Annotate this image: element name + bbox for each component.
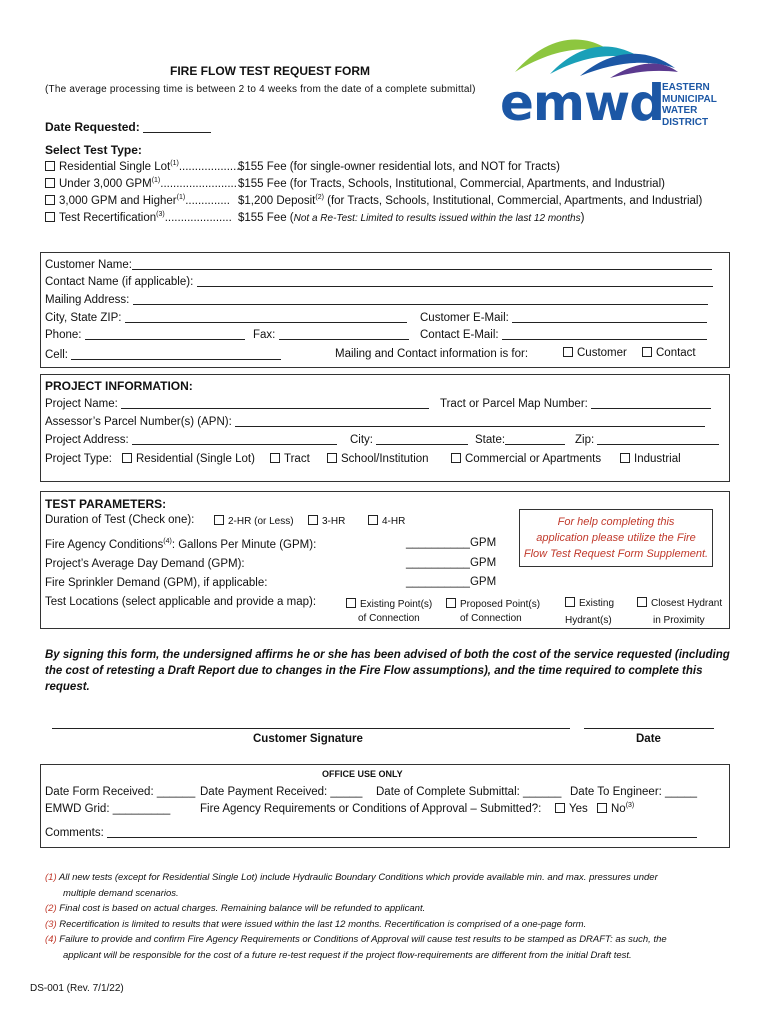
checkbox[interactable] [270,453,280,463]
fee-residential: $155 Fee (for single-owner residential lots, and NOT for Tracts) [238,161,560,173]
emwd-grid: EMWD Grid: _________ [45,803,171,815]
fax-field[interactable]: Fax: [253,328,409,341]
checkbox[interactable] [327,453,337,463]
loc-existing-connection[interactable]: Existing Point(s) of Connection [346,598,432,626]
duration-3hr[interactable]: 3-HR [308,515,345,527]
footnotes [45,870,745,963]
loc-proposed-connection[interactable]: Proposed Point(s) of Connection [446,598,540,626]
checkbox[interactable] [308,515,318,525]
checkbox[interactable] [122,453,132,463]
agency-gpm-field[interactable]: __________GPM [406,537,497,549]
checkbox[interactable] [368,515,378,525]
office-use-heading: OFFICE USE ONLY [322,769,403,779]
checkbox[interactable] [446,598,456,608]
test-type-3000-higher[interactable]: 3,000 GPM and Higher$^{(1)}$.............. [45,195,230,207]
test-type-recertification[interactable]: Test Recertification$^{(3)}$..................... [45,212,232,224]
project-address-field[interactable]: Project Address: [45,433,337,446]
project-heading: PROJECT INFORMATION: [45,379,193,393]
project-name-field[interactable]: Project Name: [45,397,429,410]
checkbox[interactable] [45,195,55,205]
checkbox[interactable] [565,597,575,607]
test-type-residential[interactable]: Residential Single Lot$^{(1)}$................... [45,161,240,173]
sprinkler-gpm-field[interactable]: __________GPM [406,576,497,588]
project-type-commercial[interactable]: Commercial or Apartments [451,453,601,465]
footnote-3: (3) Recertification is limited to results that were issued within the last 12 months. Recertification is comprised of a one-page form. [45,918,587,930]
contact-email-field[interactable]: Contact E-Mail: [420,328,707,341]
checkbox [597,803,607,813]
checkbox[interactable] [45,178,55,188]
checkbox[interactable] [620,453,630,463]
checkbox[interactable] [563,347,573,357]
checkbox[interactable] [637,597,647,607]
checkbox[interactable] [45,161,55,171]
footnote-1: (1) All new tests (except for Residential Single Lot) include Hydraulic Boundary Conditions which provide available min. and max. pressures under [45,872,658,883]
project-type-residential[interactable]: Residential (Single Lot) [122,453,255,465]
checkbox[interactable] [45,212,55,222]
tract-map-field[interactable]: Tract or Parcel Map Number: [440,397,711,410]
mailing-address-field[interactable]: Mailing Address: [45,293,708,306]
date-to-engineer: Date To Engineer: _____ [570,786,698,798]
form-title: FIRE FLOW TEST REQUEST FORM [170,64,370,78]
customer-name-field[interactable]: Customer Name: [45,258,712,271]
sprinkler-demand-label: Fire Sprinkler Demand (GPM), if applicable: [45,577,268,589]
logo-district-name: EASTERN MUNICIPAL WATER DISTRICT [662,82,717,128]
loc-existing-hydrant[interactable]: Existing Hydrant(s) [565,598,615,626]
logo-waves-icon [510,22,680,82]
fee-under-3000: $155 Fee (for Tracts, Schools, Institutional, Commercial, Apartments, and Industrial) [238,178,665,190]
date-form-received: Date Form Received: ______ [45,786,196,798]
agency-req-submitted: Fire Agency Requirements or Conditions of Approval – Submitted?: [200,803,542,815]
project-state-field[interactable]: State: [475,433,565,446]
date-label: Date [636,733,661,745]
agency-req-yes: Yes [555,803,588,815]
duration-2hr[interactable]: 2-HR (or Less) [214,515,294,527]
phone-field[interactable]: Phone: [45,328,245,341]
signature-label: Customer Signature [253,733,363,745]
comments-field: Comments: [45,826,697,839]
checkbox[interactable] [346,598,356,608]
date-complete-submittal: Date of Complete Submittal: ______ [376,786,562,798]
info-for-contact-option[interactable]: Contact [642,347,696,359]
project-city-field[interactable]: City: [350,433,468,446]
project-type-school[interactable]: School/Institution [327,453,429,465]
signature-line[interactable] [52,728,570,729]
emwd-logo [500,22,740,134]
project-type-label: Project Type: [45,453,112,465]
avg-day-demand-label: Project’s Average Day Demand (GPM): [45,558,245,570]
fee-3000-higher: $1,200 Deposit$^{(2)}$ (for Tracts, Schools, Institutional, Commercial, Apartments, and Industrial) [238,194,703,207]
loc-closest-hydrant[interactable]: Closest Hydrant in Proximity [637,595,722,629]
duration-label: Duration of Test (Check one): [45,514,195,526]
apn-field[interactable]: Assessor’s Parcel Number(s) (APN): [45,415,705,428]
test-locations-label: Test Locations (select applicable and provide a map): [45,596,317,608]
logo-wordmark: emwd [500,74,664,132]
checkbox [555,803,565,813]
footnote-2: (2) Final cost is based on actual charges. Remaining balance will be refunded to applicant. [45,903,426,914]
project-zip-field[interactable]: Zip: [575,433,719,446]
footnote-4-cont: applicant will be responsible for the cost of a future re-test request if the project flow-requirements are different from the initial Draft test. [63,949,632,961]
city-state-zip-field[interactable]: City, State ZIP: [45,311,407,324]
footnote-4: (4) Failure to provide and confirm Fire Agency Requirements or Conditions of Approval will cause test results to be stamped as DRAFT: as such, the [45,934,667,945]
test-type-heading: Select Test Type: [45,143,142,157]
form-subtitle: (The average processing time is between 2 to 4 weeks from the date of a complete submittal) [45,84,476,95]
mailing-info-for: Mailing and Contact information is for: [335,348,529,360]
checkbox[interactable] [214,515,224,525]
affirmation-statement: By signing this form, the undersigned affirms he or she has been advised of both the cost of the service requested (including the cost of retesting a Draft Report due to changes in the Fire Flow assumptions), and the time required to complete this request. [45,649,730,693]
test-type-under-3000[interactable]: Under 3,000 GPM$^{(1)}$........................ [45,178,237,190]
info-for-customer-option[interactable]: Customer [563,347,627,359]
fee-recertification: $155 Fee (Not a Re-Test: Limited to results issued within the last 12 months) [238,212,585,224]
date-requested[interactable]: Date Requested: [45,120,211,134]
contact-name-field[interactable]: Contact Name (if applicable): [45,275,713,288]
test-params-heading: TEST PARAMETERS: [45,497,167,511]
cell-field[interactable]: Cell: [45,348,281,361]
form-number: DS-001 (Rev. 7/1/22) [30,983,124,994]
duration-4hr[interactable]: 4-HR [368,515,405,527]
avg-day-gpm-field[interactable]: __________GPM [406,557,497,569]
agency-req-no: No$^{(3)}$ [597,803,634,815]
help-supplement-note: For help completing this application please utilize the Fire Flow Test Request Form Supplement. [519,509,713,567]
checkbox[interactable] [451,453,461,463]
date-payment-received: Date Payment Received: _____ [200,786,363,798]
date-line[interactable] [584,728,714,729]
project-type-tract[interactable]: Tract [270,453,310,465]
footnote-1-cont: multiple demand scenarios. [63,887,179,899]
customer-email-field[interactable]: Customer E-Mail: [420,311,707,324]
checkbox[interactable] [642,347,652,357]
agency-conditions-label: Fire Agency Conditions$^{(4)}$: Gallons Per Minute (GPM): [45,538,317,551]
project-type-industrial[interactable]: Industrial [620,453,681,465]
